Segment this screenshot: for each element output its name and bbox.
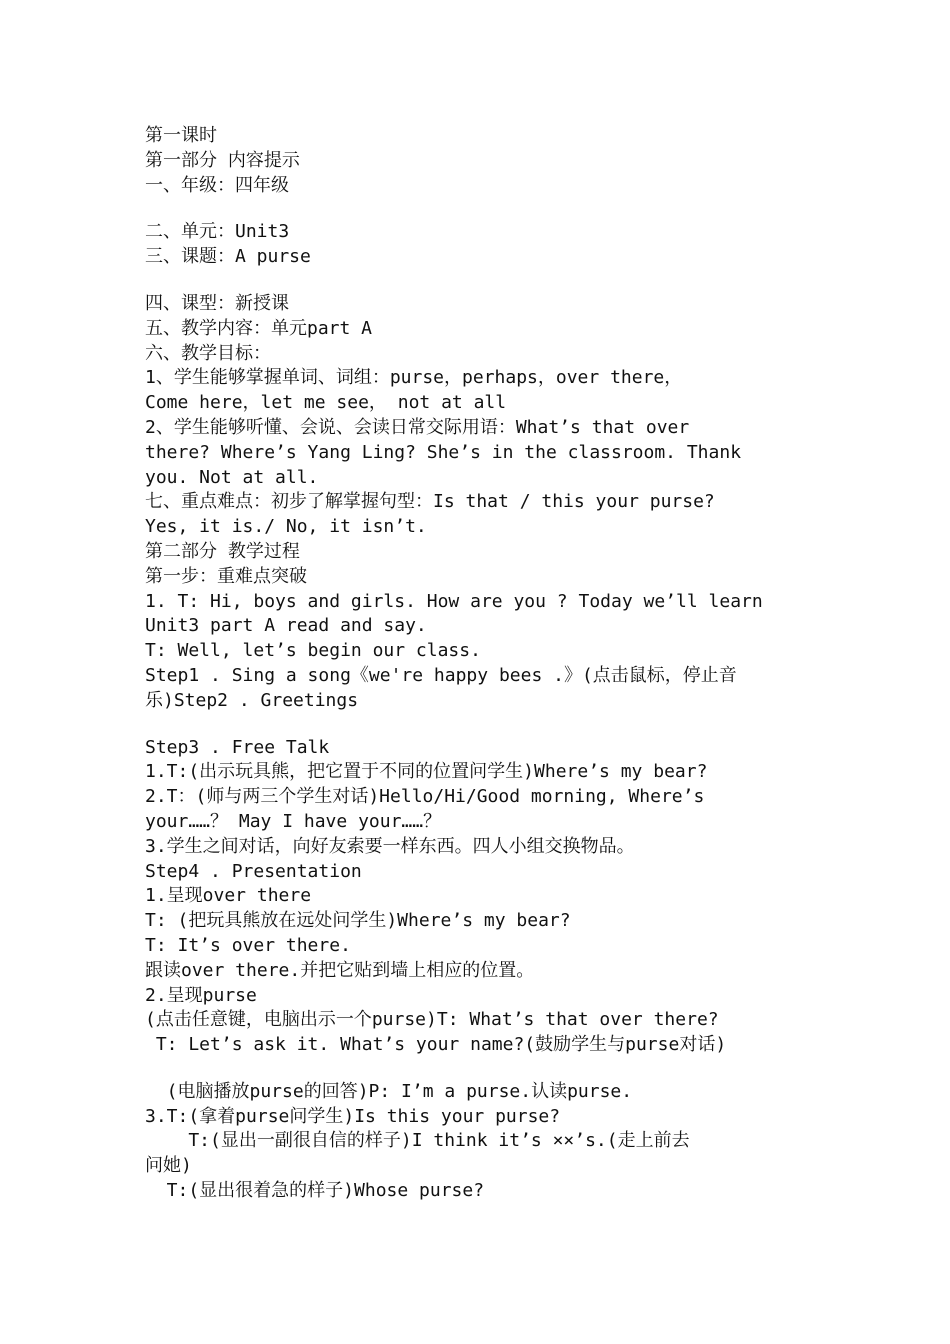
step3-item-2: 2.T：(师与两三个学生对话)Hello/Hi/Good morning, Where’s: [145, 786, 705, 808]
lesson-plan-text: [145, 124, 810, 1204]
dialogue-line-continued: 问她): [145, 1155, 192, 1177]
dialogue-line: T: Well, let’s begin our class.: [145, 640, 481, 662]
dialogue-line: T: Let’s ask it. What’s your name?(鼓励学生与purse对话): [145, 1034, 727, 1056]
dialogue-line: T: (把玩具熊放在远处问学生)Where’s my bear?: [145, 910, 571, 932]
step4-heading: Step4 . Presentation: [145, 860, 362, 882]
blank-line: [145, 270, 810, 292]
step3-heading: Step3 . Free Talk: [145, 736, 330, 758]
dialogue-line: Unit3 part A read and say.: [145, 615, 427, 637]
goal-2-continued: there? Where’s Yang Ling? She’s in the classroom. Thank: [145, 441, 742, 463]
key-points-continued: Yes, it is./ No, it isn’t.: [145, 516, 427, 538]
dialogue-line: (电脑播放purse的回答)P: I’m a purse.认读purse.: [145, 1080, 633, 1102]
step4-item-3: 3.T:(拿着purse问学生)Is this your purse?: [145, 1105, 561, 1127]
grade-line: 一、年级：四年级: [145, 174, 289, 196]
step3-item-1: 1.T:(出示玩具熊，把它置于不同的位置问学生)Where’s my bear?: [145, 761, 708, 783]
section-heading-content-tips: 第一部分 内容提示: [145, 149, 300, 171]
step1-line: Step1 . Sing a song《we're happy bees .》(点击鼠标，停止音: [145, 664, 737, 686]
step4-item-1: 1.呈现over there: [145, 885, 312, 907]
blank-line: [145, 198, 810, 220]
teaching-content-line: 五、教学内容：单元part A: [145, 317, 373, 339]
step3-item-3: 3.学生之间对话，向好友索要一样东西。四人小组交换物品。: [145, 835, 635, 857]
goal-2-continued: you. Not at all.: [145, 466, 319, 488]
topic-line: 三、课题：A purse: [145, 246, 311, 268]
lesson-type-line: 四、课型：新授课: [145, 292, 289, 314]
dialogue-line: T:(显出很着急的样子)Whose purse?: [145, 1180, 485, 1202]
teaching-goals-heading: 六、教学目标：: [145, 342, 271, 364]
goal-2-line: 2、学生能够听懂、会说、会读日常交际用语：What’s that over: [145, 416, 690, 438]
goal-1-line: 1、学生能够掌握单词、词组：purse，perhaps，over there，: [145, 367, 683, 389]
step4-item-2: 2.呈现purse: [145, 984, 257, 1006]
dialogue-line: T: It’s over there.: [145, 934, 351, 956]
blank-line: [145, 1058, 810, 1080]
dialogue-line: (点击任意键，电脑出示一个purse)T: What’s that over there?: [145, 1009, 719, 1031]
step-heading-key-points: 第一步：重难点突破: [145, 565, 307, 587]
instruction-line: 跟读over there.并把它贴到墙上相应的位置。: [145, 959, 535, 981]
section-heading-teaching-process: 第二部分 教学过程: [145, 540, 300, 562]
step3-item-2-continued: your……？ May I have your……？: [145, 810, 442, 832]
step2-line: 乐)Step2 . Greetings: [145, 689, 359, 711]
dialogue-line: T:(显出一副很自信的样子)I think it’s ××’s.(走上前去: [145, 1130, 690, 1152]
goal-1-continued: Come here，let me see， not at all: [145, 392, 507, 414]
dialogue-line: 1. T: Hi, boys and girls. How are you ? Today we’ll learn: [145, 590, 763, 612]
blank-line: [145, 714, 810, 736]
unit-line: 二、单元：Unit3: [145, 221, 290, 243]
key-points-line: 七、重点难点：初步了解掌握句型：Is that / this your purse?: [145, 491, 715, 513]
lesson-title: 第一课时: [145, 125, 217, 146]
